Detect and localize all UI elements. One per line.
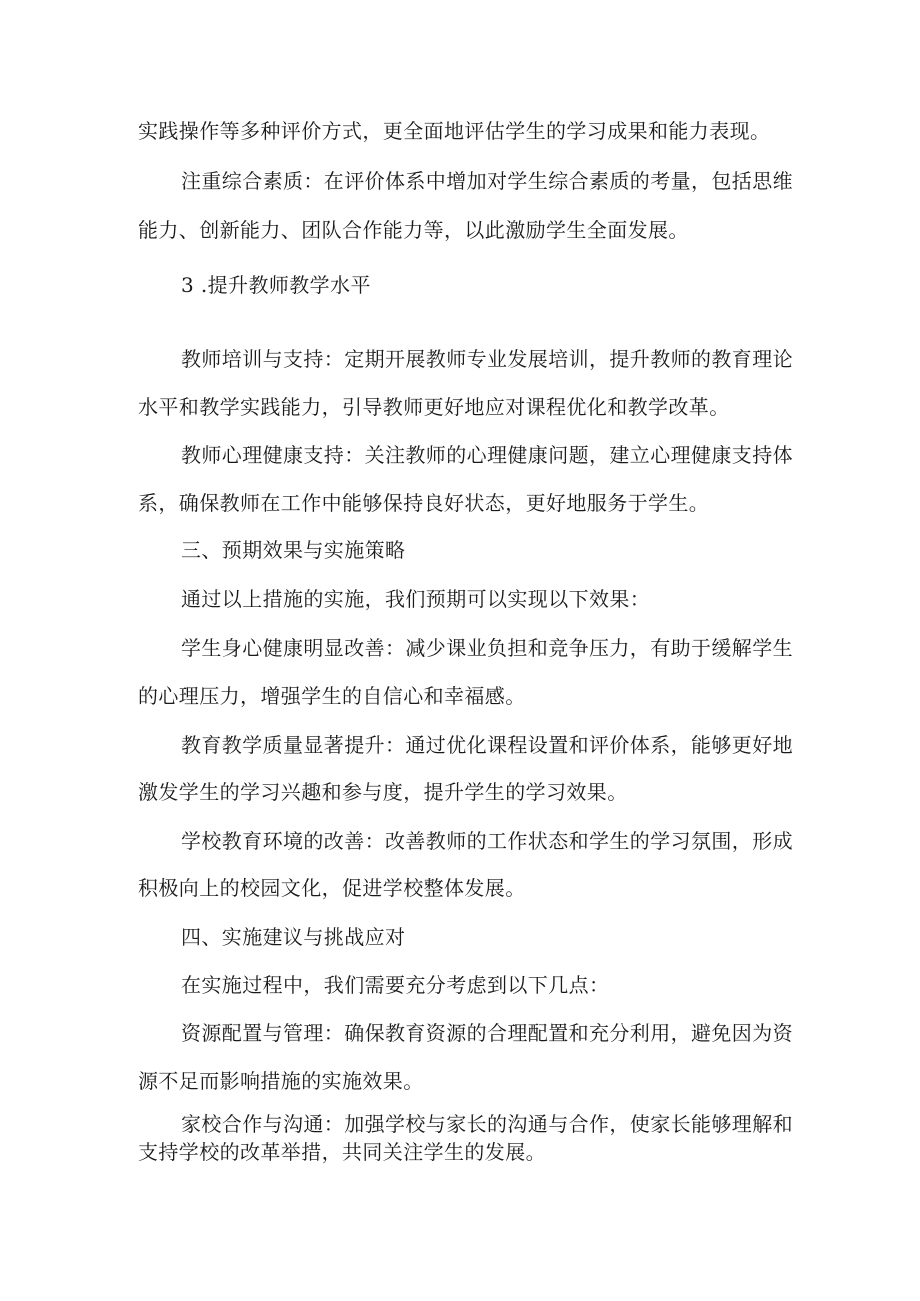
paragraph-line: 系，确保教师在工作中能够保持良好状态，更好地服务于学生。 — [138, 491, 710, 515]
paragraph-line: 积极向上的校园文化，促进学校整体发展。 — [138, 876, 526, 900]
paragraph-line: 源不足而影响措施的实施效果。 — [138, 1069, 424, 1093]
paragraph-line: 注重综合素质：在评价体系中增加对学生综合素质的考量，包括思维 — [181, 169, 793, 193]
paragraph-line: 家校合作与沟通：加强学校与家长的沟通与合作，使家长能够理解和 — [181, 1112, 793, 1136]
paragraph-line: 在实施过程中，我们需要充分考虑到以下几点： — [181, 973, 610, 997]
paragraph-line: 实践操作等多种评价方式，更全面地评估学生的学习成果和能力表现。 — [138, 119, 771, 143]
paragraph-line: 水平和教学实践能力，引导教师更好地应对课程优化和教学改革。 — [138, 395, 730, 419]
paragraph-line: 激发学生的学习兴趣和参与度，提升学生的学习效果。 — [138, 780, 628, 804]
paragraph-line: 学校教育环境的改善：改善教师的工作状态和学生的学习氛围，形成 — [181, 829, 793, 853]
section-heading: 四、实施建议与挑战应对 — [181, 925, 406, 949]
paragraph-line: 教师培训与支持：定期开展教师专业发展培训，提升教师的教育理论 — [181, 347, 793, 371]
paragraph-line: 的心理压力，增强学生的自信心和幸福感。 — [138, 684, 526, 708]
paragraph-line: 支持学校的改革举措，共同关注学生的发展。 — [138, 1140, 546, 1164]
paragraph-line: 通过以上措施的实施，我们预期可以实现以下效果： — [181, 587, 651, 611]
paragraph-line: 学生身心健康明显改善：减少课业负担和竞争压力，有助于缓解学生 — [181, 636, 793, 660]
paragraph-line: 资源配置与管理：确保教育资源的合理配置和充分利用，避免因为资 — [181, 1021, 793, 1045]
section-heading: 三、预期效果与实施策略 — [181, 538, 406, 562]
section-heading: 3 .提升教师教学水平 — [181, 273, 371, 297]
paragraph-line: 能力、创新能力、团队合作能力等，以此激励学生全面发展。 — [138, 218, 689, 242]
paragraph-line: 教育教学质量显著提升：通过优化课程设置和评价体系，能够更好地 — [181, 733, 793, 757]
paragraph-line: 教师心理健康支持：关注教师的心理健康问题，建立心理健康支持体 — [181, 443, 793, 467]
